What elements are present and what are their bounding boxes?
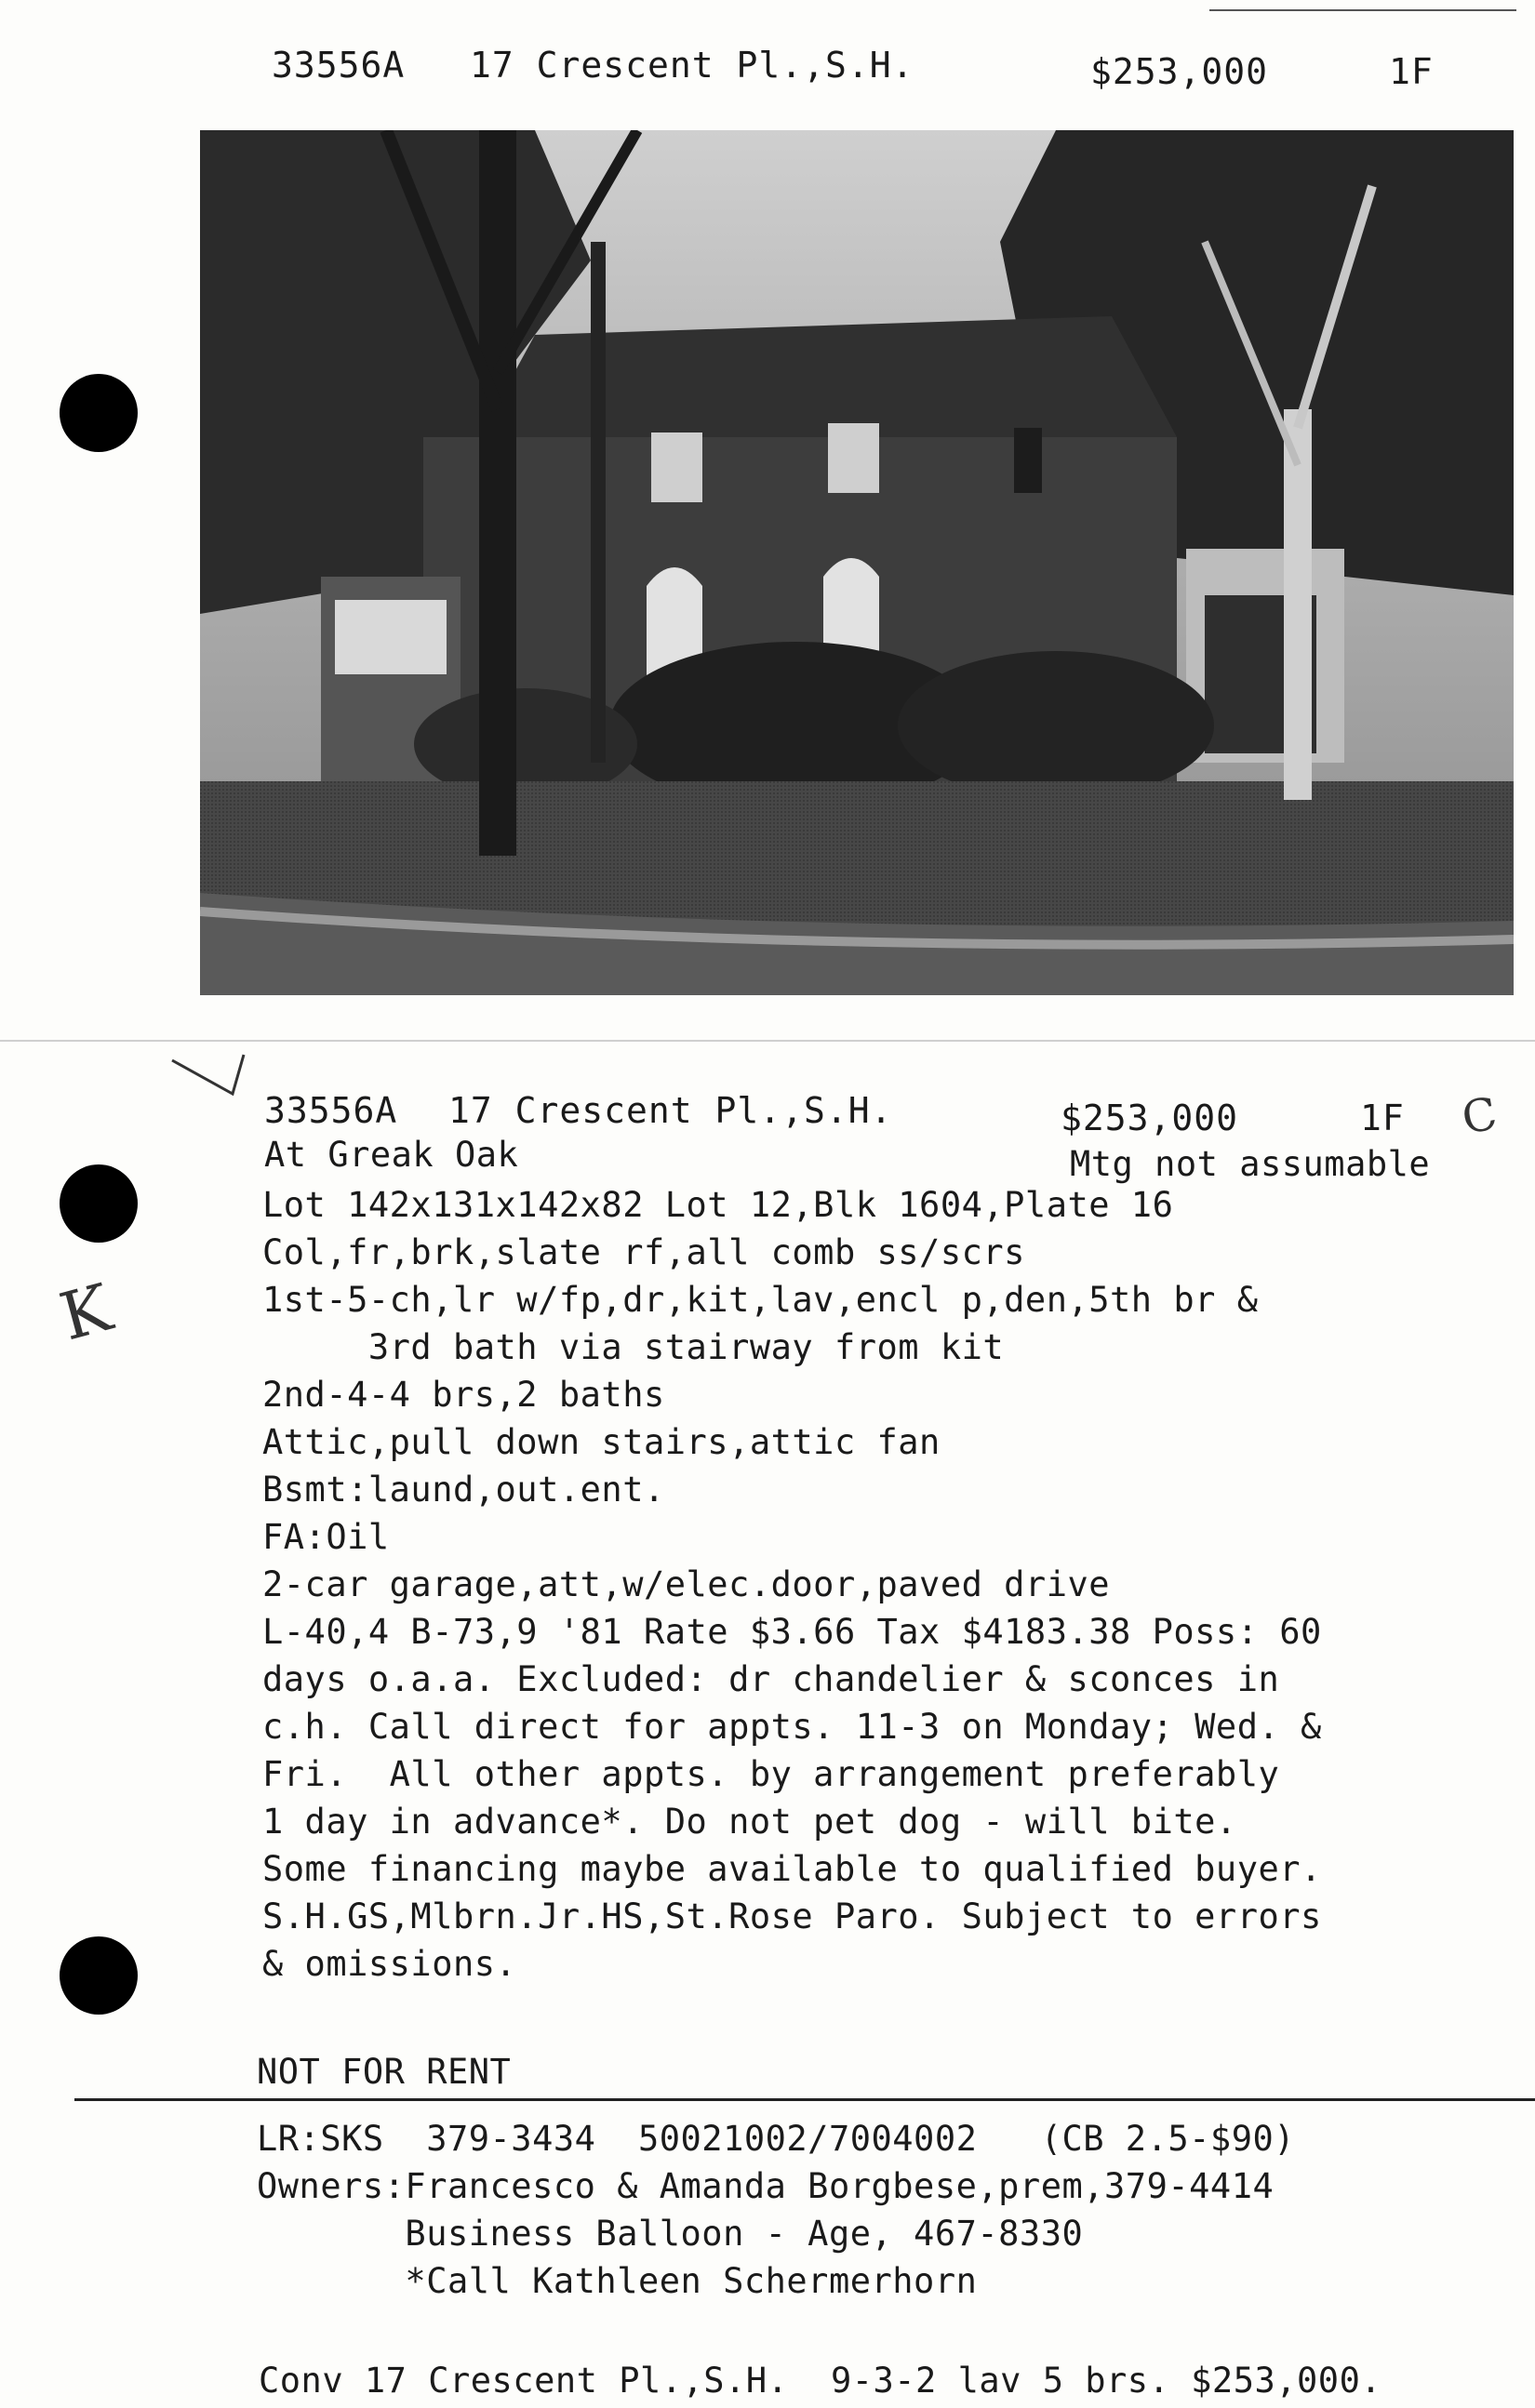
not-for-rent: NOT FOR RENT [257,2052,512,2092]
footer-line: LR:SKS 379-3434 50021002/7004002 (CB 2.5-$90) [257,2119,1296,2159]
detail-line: L-40,4 B-73,9 '81 Rate $3.66 Tax $4183.38 Poss: 60 [262,1612,1322,1652]
detail-line: 3rd bath via stairway from kit [262,1327,1005,1367]
handwritten-c: C [1458,1087,1502,1145]
house-photo-illustration [200,130,1514,995]
top-price: $253,000 [1090,51,1269,92]
footer-divider [74,2098,1535,2101]
detail-address: 17 Crescent Pl.,S.H. [448,1090,893,1131]
punch-hole-3 [60,1936,138,2015]
footer-line: *Call Kathleen Schermerhorn [257,2261,978,2301]
conventional-summary-line: Conv 17 Crescent Pl.,S.H. 9-3-2 lav 5 brs. $253,000. [259,2361,1382,2401]
house-photo [200,130,1514,995]
detail-line: & omissions. [262,1944,517,1984]
footer-line: Owners:Francesco & Amanda Borgbese,prem,379-4414 [257,2166,1275,2206]
detail-line: 1 day in advance*. Do not pet dog - will bite. [262,1802,1237,1842]
punch-hole-2 [60,1164,138,1243]
footer-line: Business Balloon - Age, 467-8330 [257,2214,1084,2254]
detail-listing-number: 33556A [264,1090,398,1131]
top-code: 1F [1389,51,1434,92]
detail-line: S.H.GS,Mlbrn.Jr.HS,St.Rose Paro. Subject to errors [262,1896,1322,1936]
detail-line: days o.a.a. Excluded: dr chandelier & sconces in [262,1659,1280,1699]
detail-line: 2nd-4-4 brs,2 baths [262,1375,665,1415]
detail-line: 1st-5-ch,lr w/fp,dr,kit,lav,encl p,den,5th br & [262,1280,1259,1320]
detail-line: Bsmt:laund,out.ent. [262,1470,665,1510]
punch-hole-1 [60,374,138,452]
detail-line: Col,fr,brk,slate rf,all comb ss/scrs [262,1232,1025,1272]
top-edge-line [1209,9,1516,11]
top-address: 17 Crescent Pl.,S.H. [470,45,914,86]
detail-line: Fri. All other appts. by arrangement preferably [262,1754,1280,1794]
location-line: At Greak Oak [264,1135,519,1175]
top-listing-number: 33556A [272,45,406,86]
listing-details [262,1181,1322,1988]
listing-footer [257,2115,1295,2305]
detail-line: Attic,pull down stairs,attic fan [262,1422,941,1462]
detail-line: Lot 142x131x142x82 Lot 12,Blk 1604,Plate 16 [262,1185,1174,1225]
card-separator [0,1040,1535,1042]
handwritten-k: K [52,1269,120,1356]
mortgage-note: Mtg not assumable [1070,1144,1431,1184]
detail-line: FA:Oil [262,1517,390,1557]
detail-price: $253,000 [1061,1098,1239,1138]
detail-line: 2-car garage,att,w/elec.door,paved drive [262,1564,1111,1604]
detail-line: c.h. Call direct for appts. 11-3 on Monday; Wed. & [262,1707,1322,1747]
handwritten-check-mark [167,1049,251,1105]
detail-code: 1F [1360,1098,1405,1138]
detail-line: Some financing maybe available to qualified buyer. [262,1849,1322,1889]
